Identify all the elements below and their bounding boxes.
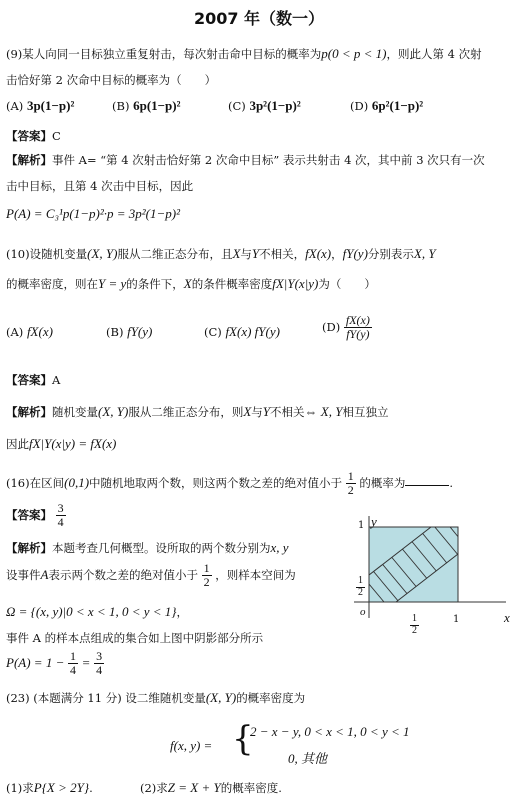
q9-option-b: (B) 6p(1−p)² [112, 98, 181, 113]
q10-option-b: (B) fY(y) [106, 324, 153, 339]
q16-answer: 【答案】 $\frac{3}{4}$ [6, 501, 64, 529]
q9-option-a: (A) 3p(1−p)² [6, 98, 75, 113]
q16-stem: (16)在区间(0,1)中随机地取两个数，则这两个数之差的绝对值小于 $\frac{1}{2}$ 的概率为 . [6, 469, 453, 497]
piecewise-brace: { [232, 719, 254, 759]
x-tick-half: $\frac{1}{2}$ [412, 613, 417, 636]
x-axis-label: x [504, 610, 510, 625]
q23-pdf-lhs: f(x, y) = [170, 738, 213, 753]
origin-label: o [360, 606, 366, 618]
y-axis-label: y [371, 514, 377, 529]
q9-option-c: (C) 3p²(1−p)² [228, 98, 301, 113]
y-tick-1: 1 [358, 520, 365, 531]
q16-result: P(A) = 1 − $\frac{1}{4}$ = $\frac{3}{4}$ [6, 649, 103, 677]
q9-stem-line2: 击恰好第 2 次命中目标的概率为（ ） [6, 73, 217, 87]
q23-part2: (2)求Z = X + Y的概率密度. [140, 780, 282, 795]
q23-stem: (23) (本题满分 11 分) 设二维随机变量(X, Y)的概率密度为 [6, 690, 306, 705]
x-tick-1: 1 [453, 614, 460, 625]
q10-option-c: (C) fX(x) fY(y) [204, 324, 280, 339]
q10-stem-line1: (10)设随机变量(X, Y)服从二维正态分布，且X与Y不相关，fX(x)，fY(y)分别表示X, Y [6, 246, 436, 261]
q10-answer: 【答案】A [6, 373, 61, 387]
answer-blank [405, 473, 449, 486]
q16-analysis-line2: 设事件A表示两个数之差的绝对值小于 $\frac{1}{2}$ ，则样本空间为 [6, 561, 296, 589]
y-tick-half: $\frac{1}{2}$ [358, 575, 363, 598]
q9-formula: P(A) = C₃¹p(1−p)²·p = 3p²(1−p)² [6, 206, 180, 221]
q16-analysis-line3: 事件 A 的样本点组成的集合如上图中阴影部分所示 [6, 631, 264, 645]
q23-case1: 2 − x − y, 0 < x < 1, 0 < y < 1 [250, 724, 410, 739]
q10-stem-line2: 的概率密度，则在Y = y的条件下，X的条件概率密度fX|Y(x|y)为（ ） [6, 276, 376, 291]
q9-stem-line1: (9)某人向同一目标独立重复射击，每次射击命中目标的概率为p(0 < p < 1)，则此人第 4 次射 [6, 46, 482, 61]
q10-analysis-line2: 因此fX|Y(x|y) = fX(x) [6, 436, 117, 451]
q9-answer: 【答案】C [6, 129, 61, 143]
q10-option-a: (A) fX(x) [6, 324, 53, 339]
q16-sample-space: Ω = {(x, y)|0 < x < 1, 0 < y < 1}， [6, 604, 188, 619]
q16-analysis-line1: 【解析】本题考查几何概型。设所取的两个数分别为x, y [6, 540, 289, 555]
q9-option-d: (D) 6p²(1−p)² [350, 98, 424, 113]
q10-option-d: (D) $\frac{fX(x)}{fY(y)}$ [322, 313, 370, 341]
q9-analysis-line1: 【解析】事件 A= “第 4 次射击恰好第 2 次命中目标” 表示共射击 4 次，其中前 3 次只有一次 [6, 153, 485, 167]
q9-analysis-line2: 击中目标，且第 4 次击中目标，因此 [6, 179, 194, 193]
q23-case2: 0, 其他 [288, 751, 328, 766]
q10-analysis-line1: 【解析】随机变量(X, Y)服从二维正态分布，则X与Y不相关⇔ X, Y相互独立 [6, 404, 389, 419]
page-title: 2007 年（数一） [193, 9, 325, 28]
q23-part1: (1)求P{X > 2Y}. [6, 780, 93, 795]
